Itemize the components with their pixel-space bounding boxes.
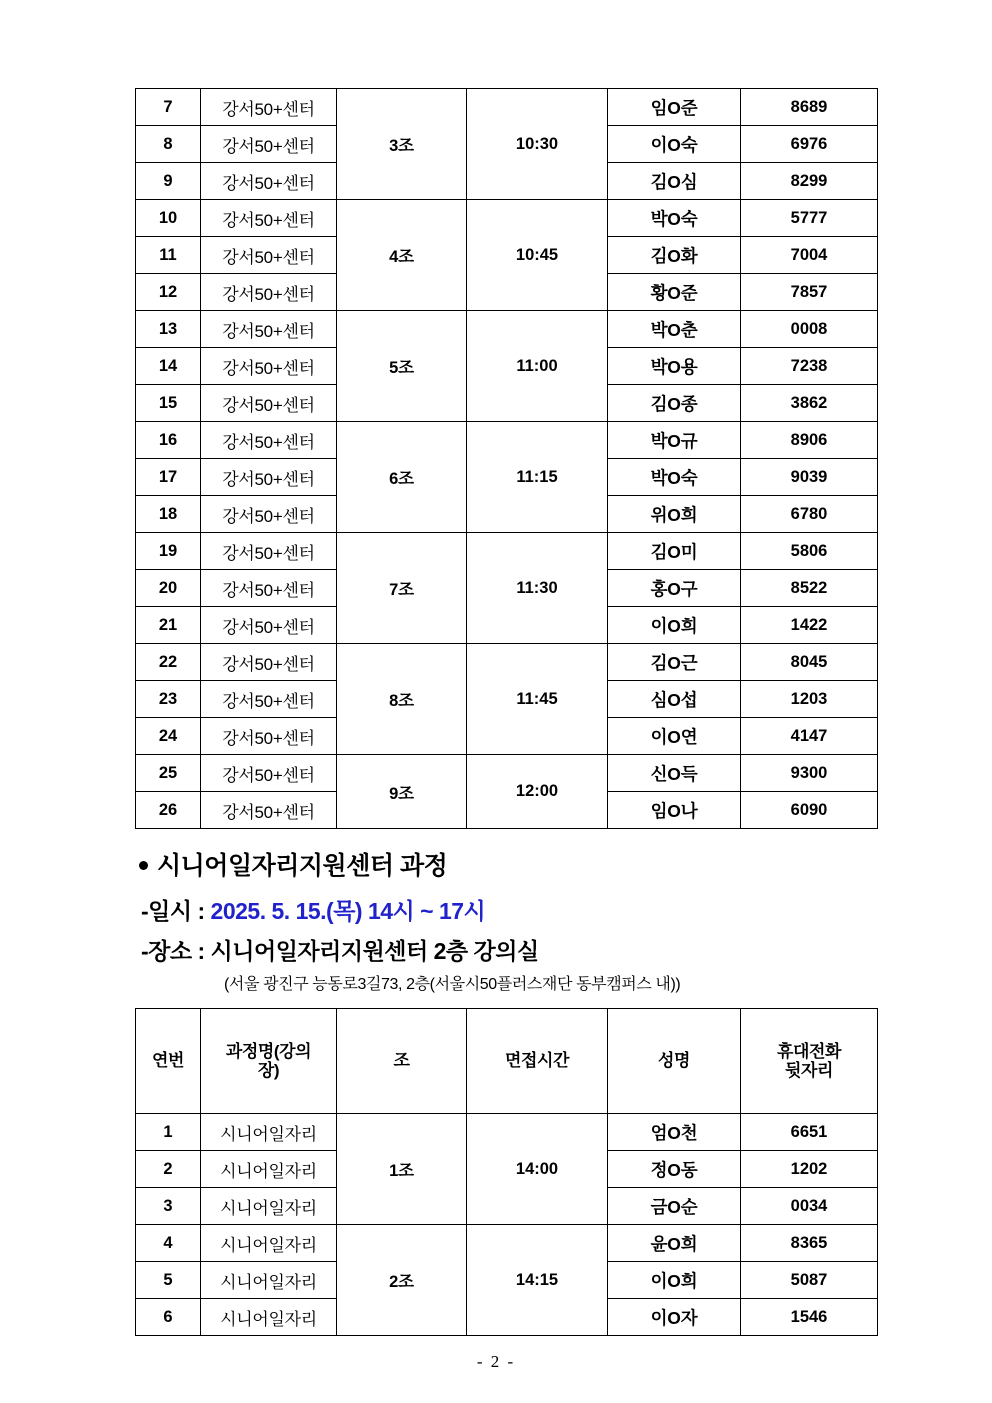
info-line-date bbox=[141, 893, 485, 926]
cell-course-name: 강서50+센터 bbox=[201, 311, 337, 348]
cell-phone-last4: 7857 bbox=[741, 274, 878, 311]
place-label: -장소 : bbox=[141, 938, 211, 964]
col-header-time: 면접시간 bbox=[467, 1009, 608, 1114]
cell-person-name: 김O미 bbox=[608, 533, 741, 570]
cell-course-name: 강서50+센터 bbox=[201, 163, 337, 200]
cell-sequence-number: 9 bbox=[136, 163, 201, 200]
cell-person-name: 박O규 bbox=[608, 422, 741, 459]
cell-sequence-number: 26 bbox=[136, 792, 201, 829]
cell-person-name: 김O심 bbox=[608, 163, 741, 200]
cell-phone-last4: 8365 bbox=[741, 1225, 878, 1262]
cell-interview-time: 14:15 bbox=[467, 1225, 608, 1336]
cell-phone-last4: 9300 bbox=[741, 755, 878, 792]
cell-person-name: 임O나 bbox=[608, 792, 741, 829]
cell-course-name: 강서50+센터 bbox=[201, 496, 337, 533]
cell-sequence-number: 8 bbox=[136, 126, 201, 163]
cell-sequence-number: 14 bbox=[136, 348, 201, 385]
cell-course-name: 강서50+센터 bbox=[201, 348, 337, 385]
cell-group-label: 7조 bbox=[337, 533, 467, 644]
cell-course-name: 시니어일자리 bbox=[201, 1151, 337, 1188]
cell-sequence-number: 7 bbox=[136, 89, 201, 126]
cell-person-name: 심O섭 bbox=[608, 681, 741, 718]
cell-phone-last4: 6090 bbox=[741, 792, 878, 829]
table-row bbox=[136, 200, 878, 237]
cell-phone-last4: 1546 bbox=[741, 1299, 878, 1336]
cell-person-name: 윤O희 bbox=[608, 1225, 741, 1262]
cell-phone-last4: 0034 bbox=[741, 1188, 878, 1225]
schedule-table-gangseo bbox=[135, 88, 878, 829]
cell-sequence-number: 22 bbox=[136, 644, 201, 681]
col-header-course-line1: 과정명(강의 bbox=[225, 1041, 312, 1061]
bullet-dot-icon bbox=[139, 861, 148, 870]
table-row bbox=[136, 644, 878, 681]
cell-sequence-number: 25 bbox=[136, 755, 201, 792]
col-header-phone bbox=[741, 1009, 878, 1114]
cell-sequence-number: 4 bbox=[136, 1225, 201, 1262]
date-label: -일시 : bbox=[141, 898, 211, 924]
table-row bbox=[136, 422, 878, 459]
cell-sequence-number: 5 bbox=[136, 1262, 201, 1299]
cell-interview-time: 11:00 bbox=[467, 311, 608, 422]
cell-interview-time: 10:45 bbox=[467, 200, 608, 311]
cell-person-name: 이O희 bbox=[608, 1262, 741, 1299]
cell-person-name: 신O득 bbox=[608, 755, 741, 792]
cell-group-label: 8조 bbox=[337, 644, 467, 755]
cell-sequence-number: 10 bbox=[136, 200, 201, 237]
cell-interview-time: 11:30 bbox=[467, 533, 608, 644]
cell-sequence-number: 17 bbox=[136, 459, 201, 496]
table-row bbox=[136, 533, 878, 570]
cell-person-name: 박O숙 bbox=[608, 459, 741, 496]
cell-course-name: 강서50+센터 bbox=[201, 644, 337, 681]
cell-course-name: 강서50+센터 bbox=[201, 792, 337, 829]
cell-sequence-number: 11 bbox=[136, 237, 201, 274]
cell-phone-last4: 5777 bbox=[741, 200, 878, 237]
col-header-group: 조 bbox=[337, 1009, 467, 1114]
cell-phone-last4: 1422 bbox=[741, 607, 878, 644]
cell-sequence-number: 15 bbox=[136, 385, 201, 422]
cell-course-name: 강서50+센터 bbox=[201, 237, 337, 274]
cell-person-name: 이O자 bbox=[608, 1299, 741, 1336]
cell-course-name: 강서50+센터 bbox=[201, 755, 337, 792]
cell-phone-last4: 6651 bbox=[741, 1114, 878, 1151]
cell-phone-last4: 8689 bbox=[741, 89, 878, 126]
cell-interview-time: 12:00 bbox=[467, 755, 608, 829]
cell-course-name: 시니어일자리 bbox=[201, 1225, 337, 1262]
col-header-phone-line2: 뒷자리 bbox=[784, 1061, 834, 1080]
cell-sequence-number: 6 bbox=[136, 1299, 201, 1336]
cell-person-name: 박O용 bbox=[608, 348, 741, 385]
col-header-no: 연번 bbox=[136, 1009, 201, 1114]
cell-sequence-number: 2 bbox=[136, 1151, 201, 1188]
cell-sequence-number: 1 bbox=[136, 1114, 201, 1151]
cell-course-name: 강서50+센터 bbox=[201, 385, 337, 422]
cell-course-name: 강서50+센터 bbox=[201, 200, 337, 237]
cell-phone-last4: 1202 bbox=[741, 1151, 878, 1188]
cell-phone-last4: 4147 bbox=[741, 718, 878, 755]
cell-phone-last4: 7004 bbox=[741, 237, 878, 274]
cell-person-name: 홍O구 bbox=[608, 570, 741, 607]
cell-interview-time: 14:00 bbox=[467, 1114, 608, 1225]
cell-interview-time: 11:15 bbox=[467, 422, 608, 533]
cell-group-label: 3조 bbox=[337, 89, 467, 200]
cell-course-name: 강서50+센터 bbox=[201, 459, 337, 496]
cell-group-label: 2조 bbox=[337, 1225, 467, 1336]
cell-sequence-number: 19 bbox=[136, 533, 201, 570]
table-row bbox=[136, 1225, 878, 1262]
cell-person-name: 김O화 bbox=[608, 237, 741, 274]
cell-interview-time: 11:45 bbox=[467, 644, 608, 755]
cell-sequence-number: 13 bbox=[136, 311, 201, 348]
cell-sequence-number: 3 bbox=[136, 1188, 201, 1225]
cell-phone-last4: 5806 bbox=[741, 533, 878, 570]
cell-person-name: 김O종 bbox=[608, 385, 741, 422]
schedule-table-senior bbox=[135, 1008, 878, 1336]
cell-course-name: 강서50+센터 bbox=[201, 681, 337, 718]
cell-course-name: 강서50+센터 bbox=[201, 274, 337, 311]
cell-person-name: 이O연 bbox=[608, 718, 741, 755]
cell-group-label: 9조 bbox=[337, 755, 467, 829]
cell-person-name: 황O준 bbox=[608, 274, 741, 311]
cell-phone-last4: 9039 bbox=[741, 459, 878, 496]
place-value: 시니어일자리지원센터 2층 강의실 bbox=[210, 938, 539, 964]
info-line-place bbox=[141, 933, 539, 966]
page-number-footer: - 2 - bbox=[476, 1352, 516, 1371]
cell-person-name: 정O동 bbox=[608, 1151, 741, 1188]
cell-sequence-number: 12 bbox=[136, 274, 201, 311]
cell-sequence-number: 21 bbox=[136, 607, 201, 644]
cell-phone-last4: 1203 bbox=[741, 681, 878, 718]
table-row bbox=[136, 1114, 878, 1151]
cell-phone-last4: 3862 bbox=[741, 385, 878, 422]
cell-phone-last4: 8906 bbox=[741, 422, 878, 459]
table-row bbox=[136, 89, 878, 126]
cell-course-name: 강서50+센터 bbox=[201, 422, 337, 459]
cell-sequence-number: 20 bbox=[136, 570, 201, 607]
cell-phone-last4: 6976 bbox=[741, 126, 878, 163]
cell-phone-last4: 8299 bbox=[741, 163, 878, 200]
cell-interview-time: 10:30 bbox=[467, 89, 608, 200]
cell-group-label: 5조 bbox=[337, 311, 467, 422]
table-header-row bbox=[136, 1009, 878, 1114]
cell-sequence-number: 18 bbox=[136, 496, 201, 533]
cell-course-name: 강서50+센터 bbox=[201, 718, 337, 755]
cell-phone-last4: 8522 bbox=[741, 570, 878, 607]
cell-course-name: 강서50+센터 bbox=[201, 89, 337, 126]
cell-person-name: 이O숙 bbox=[608, 126, 741, 163]
cell-course-name: 강서50+센터 bbox=[201, 570, 337, 607]
cell-phone-last4: 7238 bbox=[741, 348, 878, 385]
cell-person-name: 박O숙 bbox=[608, 200, 741, 237]
cell-person-name: 임O준 bbox=[608, 89, 741, 126]
cell-sequence-number: 23 bbox=[136, 681, 201, 718]
col-header-phone-line1: 휴대전화 bbox=[776, 1041, 842, 1061]
cell-course-name: 시니어일자리 bbox=[201, 1299, 337, 1336]
cell-course-name: 강서50+센터 bbox=[201, 126, 337, 163]
cell-sequence-number: 24 bbox=[136, 718, 201, 755]
date-value: 2025. 5. 15.(목) 14시 ~ 17시 bbox=[210, 898, 486, 924]
section-heading-senior bbox=[139, 846, 447, 882]
cell-course-name: 시니어일자리 bbox=[201, 1114, 337, 1151]
cell-person-name: 엄O천 bbox=[608, 1114, 741, 1151]
cell-phone-last4: 8045 bbox=[741, 644, 878, 681]
col-header-course-line2: 장) bbox=[257, 1061, 280, 1080]
venue-address: (서울 광진구 능동로3길73, 2층(서울시50플러스재단 동부캠퍼스 내)) bbox=[224, 976, 681, 993]
section-heading-text: 시니어일자리지원센터 과정 bbox=[157, 852, 448, 880]
table-row bbox=[136, 755, 878, 792]
cell-person-name: 김O근 bbox=[608, 644, 741, 681]
cell-group-label: 1조 bbox=[337, 1114, 467, 1225]
cell-phone-last4: 5087 bbox=[741, 1262, 878, 1299]
cell-phone-last4: 6780 bbox=[741, 496, 878, 533]
col-header-person: 성명 bbox=[608, 1009, 741, 1114]
cell-person-name: 박O춘 bbox=[608, 311, 741, 348]
col-header-course bbox=[201, 1009, 337, 1114]
cell-course-name: 시니어일자리 bbox=[201, 1262, 337, 1299]
cell-phone-last4: 0008 bbox=[741, 311, 878, 348]
cell-group-label: 4조 bbox=[337, 200, 467, 311]
cell-course-name: 강서50+센터 bbox=[201, 607, 337, 644]
cell-group-label: 6조 bbox=[337, 422, 467, 533]
table-row bbox=[136, 311, 878, 348]
cell-course-name: 시니어일자리 bbox=[201, 1188, 337, 1225]
cell-person-name: 위O희 bbox=[608, 496, 741, 533]
cell-sequence-number: 16 bbox=[136, 422, 201, 459]
cell-person-name: 이O희 bbox=[608, 607, 741, 644]
cell-person-name: 금O순 bbox=[608, 1188, 741, 1225]
cell-course-name: 강서50+센터 bbox=[201, 533, 337, 570]
